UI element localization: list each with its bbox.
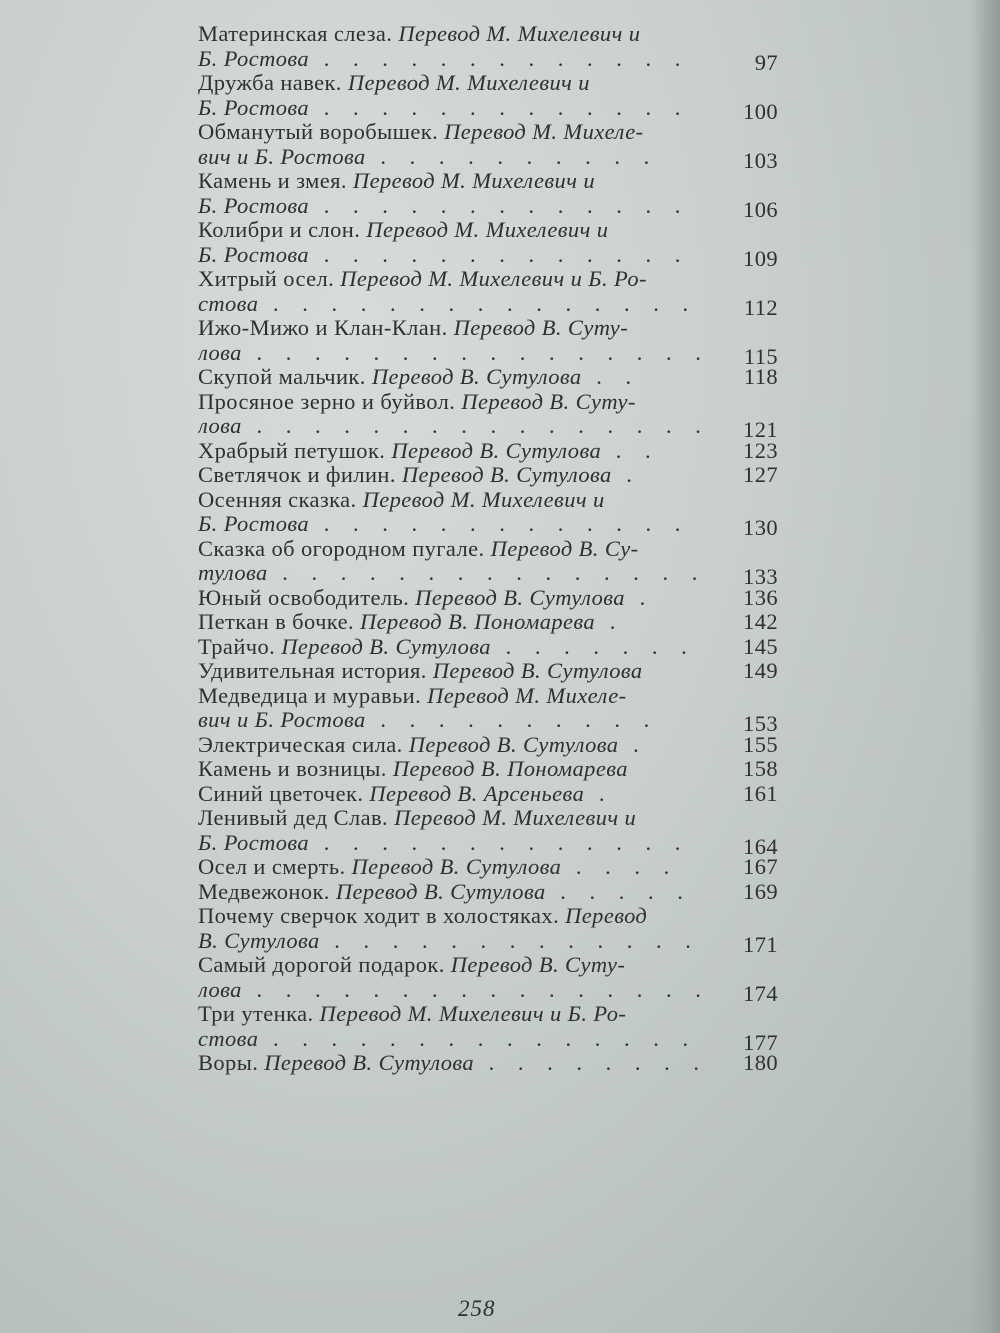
toc-entry-page: 130 xyxy=(743,515,778,540)
toc-entry-translator: Перевод М. Михелевич и Б. Ро- xyxy=(319,1002,627,1026)
toc-entry-translator: Перевод xyxy=(565,904,648,928)
toc-entry-translator: Перевод М. Михеле- xyxy=(427,683,627,708)
toc-entry-page: 115 xyxy=(743,343,778,369)
toc-entry-line xyxy=(198,512,728,537)
toc-entry-line xyxy=(198,243,728,268)
toc-entry-title: Просяное зерно и буйвол. xyxy=(198,389,462,414)
toc-entry-page: 180 xyxy=(743,1050,778,1075)
toc-entry-line xyxy=(198,831,728,856)
toc-entry-translator: Перевод В. Суту- xyxy=(461,389,636,414)
toc-entry-translator: Б. Ростова xyxy=(198,512,310,536)
toc-leader-dots: . . . . . . . . . . xyxy=(365,144,659,169)
toc-entry xyxy=(198,267,788,320)
toc-entry xyxy=(198,71,788,124)
toc-entry-title: Синий цветочек. xyxy=(198,781,370,806)
toc-leader-dots: . . xyxy=(581,365,641,389)
toc-entry-translator: тулова xyxy=(198,561,268,585)
toc-entry-translator: Перевод В. Су- xyxy=(490,536,639,561)
toc-entry xyxy=(198,1002,788,1055)
toc-leader-dots: . . . . . . . . . . . . . xyxy=(309,95,690,120)
toc-entry-translator: Перевод В. Суту- xyxy=(453,316,629,340)
toc-leader-dots: . . . . xyxy=(561,855,679,879)
toc-entry-page: 118 xyxy=(743,364,778,389)
toc-entry-line xyxy=(198,659,758,684)
toc-entry-title: Колибри и слон. xyxy=(198,218,367,242)
toc-entry-line xyxy=(198,684,728,709)
toc-leader-dots: . . . . . . . . . . . . . xyxy=(309,193,690,218)
toc-entry xyxy=(198,635,788,660)
toc-entry-title: Юный освободитель. xyxy=(198,585,416,610)
toc-entry-translator: вич и Б. Ростова xyxy=(198,144,366,169)
toc-entry xyxy=(198,218,788,271)
toc-entry-translator: Перевод М. Михелевич и xyxy=(352,169,596,193)
toc-leader-dots: . . . . . . . . . . . . . . . xyxy=(258,1026,698,1051)
toc-entry-title: Трайчо. xyxy=(198,634,282,659)
toc-entry xyxy=(198,586,788,611)
toc-leader-dots: . . xyxy=(601,438,660,463)
toc-entry-title: Камень и змея. xyxy=(198,169,353,193)
toc-entry-translator: Перевод М. Михелевич и xyxy=(362,487,605,512)
toc-entry-line xyxy=(198,635,758,660)
toc-entry-title: Самый дорогой подарок. xyxy=(198,953,451,977)
toc-entry-translator: Б. Ростова xyxy=(198,242,310,267)
toc-entry xyxy=(198,316,788,369)
toc-leader-dots: . . . . . . . xyxy=(490,634,696,659)
toc-entry-page: 149 xyxy=(743,658,778,683)
toc-entry xyxy=(198,169,788,222)
toc-entry-page: 97 xyxy=(754,49,778,75)
toc-entry-line xyxy=(198,341,728,366)
toc-entry-page: 123 xyxy=(743,437,778,463)
toc-entry-page: 145 xyxy=(743,633,778,659)
toc-entry xyxy=(198,733,788,758)
toc-entry xyxy=(198,22,788,75)
toc-entry-title: Почему сверчок ходит в холостяках. xyxy=(198,904,566,928)
toc-entry-title: Удивительная история. xyxy=(198,659,433,683)
toc-entry xyxy=(198,904,788,957)
toc-entry-line xyxy=(198,929,728,954)
toc-entry-translator: Перевод М. Михелевич и xyxy=(394,806,637,830)
toc-leader-dots: . xyxy=(624,585,655,610)
toc-entry-line xyxy=(198,169,728,194)
toc-entry-translator: Перевод В. Сутулова xyxy=(415,585,625,610)
toc-entry-translator: лова xyxy=(198,977,242,1002)
toc-entry-title: Три утенка. xyxy=(198,1002,320,1026)
toc-entry xyxy=(198,536,788,589)
toc-entry-line xyxy=(198,463,758,488)
toc-entry-translator: Перевод В. Сутулова xyxy=(281,634,491,659)
toc-entry-page: 100 xyxy=(743,98,778,124)
toc-entry xyxy=(198,1051,788,1076)
toc-entry xyxy=(198,880,788,905)
toc-entry-title: Электрическая сила. xyxy=(198,732,409,757)
toc-entry-page: 169 xyxy=(743,878,778,904)
toc-entry xyxy=(198,683,788,736)
toc-entry xyxy=(198,953,788,1006)
page-number: 258 xyxy=(458,1296,496,1321)
toc-leader-dots: . . . . . . . . . . . . . xyxy=(309,512,690,536)
toc-entry xyxy=(198,659,788,684)
toc-leader-dots: . . . . . . . . . . . . . . . . xyxy=(241,977,710,1002)
toc-entry-page: 153 xyxy=(743,711,778,736)
toc-entry-translator: Перевод В. Сутулова xyxy=(408,732,619,757)
toc-entry-line xyxy=(198,978,728,1003)
toc-entry-line xyxy=(198,96,728,121)
toc-leader-dots: . xyxy=(584,781,614,806)
toc-entry-title: Осел и смерть. xyxy=(198,855,352,879)
toc-entry-translator: Б. Ростова xyxy=(198,193,310,218)
toc-entry-title: Скупой мальчик. xyxy=(198,365,372,389)
toc-entry-title: Ижо-Мижо и Клан-Клан. xyxy=(198,316,454,340)
toc-entry-page: 158 xyxy=(743,756,778,781)
toc-leader-dots: . . . . . . . . . . . . . . . xyxy=(267,561,707,585)
toc-entry-line xyxy=(198,782,758,807)
toc-entry-line xyxy=(198,120,728,145)
toc-entry-translator: Перевод В. Арсеньева xyxy=(369,781,585,806)
toc-entry-line xyxy=(198,218,728,243)
toc-leader-dots: . . . . . . . . . . . . . . . . xyxy=(241,414,710,438)
toc-entry-page: 136 xyxy=(743,584,778,610)
toc-entry-translator: лова xyxy=(198,414,242,438)
toc-entry-translator: Перевод В. Суту- xyxy=(450,953,626,977)
toc-entry-line xyxy=(198,390,728,415)
toc-entry-title: Петкан в бочке. xyxy=(198,610,360,634)
toc-entry-page: 167 xyxy=(743,854,778,879)
toc-entry-page: 133 xyxy=(743,564,778,589)
toc-entry-translator: стова xyxy=(198,1026,259,1051)
toc-entry-line xyxy=(198,22,728,47)
toc-entry-translator: Перевод В. Сутулова xyxy=(432,659,643,683)
toc-entry-translator: Перевод М. Михелевич и xyxy=(398,22,641,46)
toc-entry-page: 155 xyxy=(743,731,778,757)
toc-entry-line xyxy=(198,71,728,96)
toc-entry-line xyxy=(198,880,758,905)
toc-leader-dots: . xyxy=(595,610,625,634)
toc-entry-page: 121 xyxy=(743,417,778,442)
toc-entry xyxy=(198,463,788,488)
toc-entry-title: Хитрый осел. xyxy=(198,267,341,291)
toc-entry xyxy=(198,439,788,464)
toc-leader-dots: . . . . . . . . . . . . . xyxy=(319,928,700,953)
toc-entry-title: Камень и возницы. xyxy=(198,757,393,781)
toc-entry-page: 174 xyxy=(743,980,778,1006)
toc-entry-title: Осенняя сказка. xyxy=(198,487,363,512)
toc-entry-translator: Б. Ростова xyxy=(198,830,310,855)
toc-entry-line xyxy=(198,267,728,292)
toc-entry xyxy=(198,757,788,782)
toc-entry-page: 103 xyxy=(743,147,778,173)
toc-entry-page: 109 xyxy=(743,245,778,271)
toc-entry-translator: Б. Ростова xyxy=(198,46,310,71)
toc-entry-line xyxy=(198,561,728,586)
toc-entry-translator: Перевод М. Михеле- xyxy=(444,120,644,144)
toc-leader-dots: . . . . . . . . . . . . . xyxy=(309,242,690,267)
toc-entry xyxy=(198,855,788,880)
toc-entry xyxy=(198,365,788,390)
toc-entry-translator: Перевод В. Сутулова xyxy=(335,879,546,904)
toc-entry-translator: Перевод В. Сутулова xyxy=(391,438,602,463)
toc-entry-line xyxy=(198,537,728,562)
toc-entry-line xyxy=(198,1027,728,1052)
toc-entry-line xyxy=(198,904,728,929)
toc-entry-title: Сказка об огородном пугале. xyxy=(198,536,491,561)
toc-entry-page: 164 xyxy=(743,833,778,859)
toc-leader-dots: . xyxy=(618,732,648,757)
toc-entry xyxy=(198,806,788,859)
toc-entry-title: Воры. xyxy=(198,1051,265,1075)
toc-entry-line xyxy=(198,757,758,782)
toc-entry-line xyxy=(198,855,758,880)
toc-entry-page: 106 xyxy=(743,196,778,222)
toc-entry-title: Медвежонок. xyxy=(198,879,336,904)
toc-entry-page: 161 xyxy=(743,780,778,806)
toc-entry xyxy=(198,782,788,807)
toc-entry-line xyxy=(198,733,758,758)
table-of-contents xyxy=(198,22,788,1076)
toc-entry-line xyxy=(198,194,728,219)
toc-entry-page: 112 xyxy=(743,294,778,320)
toc-entry-line xyxy=(198,1002,728,1027)
toc-entry-line xyxy=(198,414,728,439)
toc-leader-dots: . xyxy=(611,463,641,487)
toc-leader-dots: . . . . . . . . . . . . . xyxy=(309,830,690,855)
toc-entry xyxy=(198,610,788,635)
toc-entry-title: Медведица и муравьи. xyxy=(198,683,428,708)
toc-entry-translator: стова xyxy=(198,291,259,316)
toc-entry xyxy=(198,120,788,173)
toc-entry-line xyxy=(198,47,728,72)
toc-entry-translator: Б. Ростова xyxy=(198,95,310,120)
toc-entry-translator: Перевод М. Михелевич и xyxy=(347,71,590,95)
toc-entry-title: Материнская слеза. xyxy=(198,22,399,46)
toc-entry-page: 127 xyxy=(743,462,778,487)
toc-entry-translator: Перевод М. Михелевич и Б. Ро- xyxy=(340,267,647,291)
toc-entry-line xyxy=(198,708,728,733)
toc-entry-line xyxy=(198,316,728,341)
toc-entry-line xyxy=(198,488,728,513)
toc-entry-translator: Перевод В. Пономарева xyxy=(360,610,596,634)
toc-leader-dots: . . . . . . . . . . . . . xyxy=(309,46,690,71)
toc-entry xyxy=(198,487,788,540)
toc-entry-line xyxy=(198,365,758,390)
toc-entry xyxy=(198,389,788,442)
toc-entry-translator: вич и Б. Ростова xyxy=(198,708,366,732)
toc-entry-line xyxy=(198,1051,758,1076)
toc-entry-translator: В. Сутулова xyxy=(198,928,320,953)
toc-entry-page: 142 xyxy=(743,609,778,634)
toc-entry-title: Ленивый дед Слав. xyxy=(198,806,395,830)
toc-entry-translator: Перевод В. Сутулова xyxy=(371,365,582,389)
toc-entry-page: 171 xyxy=(743,931,778,957)
toc-entry-line xyxy=(198,610,758,635)
toc-entry-translator: Перевод В. Сутулова xyxy=(264,1051,475,1075)
toc-entry-translator: Перевод В. Сутулова xyxy=(351,855,562,879)
toc-entry-line xyxy=(198,439,758,464)
toc-entry-translator: лова xyxy=(198,340,242,365)
toc-leader-dots: . . . . . . . . xyxy=(474,1051,709,1075)
toc-entry-title: Обманутый воробышек. xyxy=(198,120,445,144)
toc-entry-page: 177 xyxy=(743,1029,778,1055)
toc-entry-title: Дружба навек. xyxy=(198,71,348,95)
toc-leader-dots: . . . . . xyxy=(545,879,692,904)
toc-entry-translator: Перевод М. Михелевич и xyxy=(366,218,609,242)
toc-entry-line xyxy=(198,586,758,611)
toc-leader-dots: . . . . . . . . . . . . . . . . xyxy=(241,340,710,365)
toc-entry-title: Храбрый петушок. xyxy=(198,438,392,463)
toc-entry-translator: Перевод В. Пономарева xyxy=(392,757,628,781)
toc-entry-line xyxy=(198,953,728,978)
toc-leader-dots: . . . . . . . . . . xyxy=(365,708,659,732)
toc-entry-line xyxy=(198,806,728,831)
toc-entry-title: Светлячок и филин. xyxy=(198,463,402,487)
page-edge-shadow xyxy=(970,0,1000,1333)
toc-leader-dots: . . . . . . . . . . . . . . . xyxy=(258,291,698,316)
toc-entry-translator: Перевод В. Сутулова xyxy=(401,463,612,487)
toc-entry-line xyxy=(198,145,728,170)
toc-entry-line xyxy=(198,292,728,317)
